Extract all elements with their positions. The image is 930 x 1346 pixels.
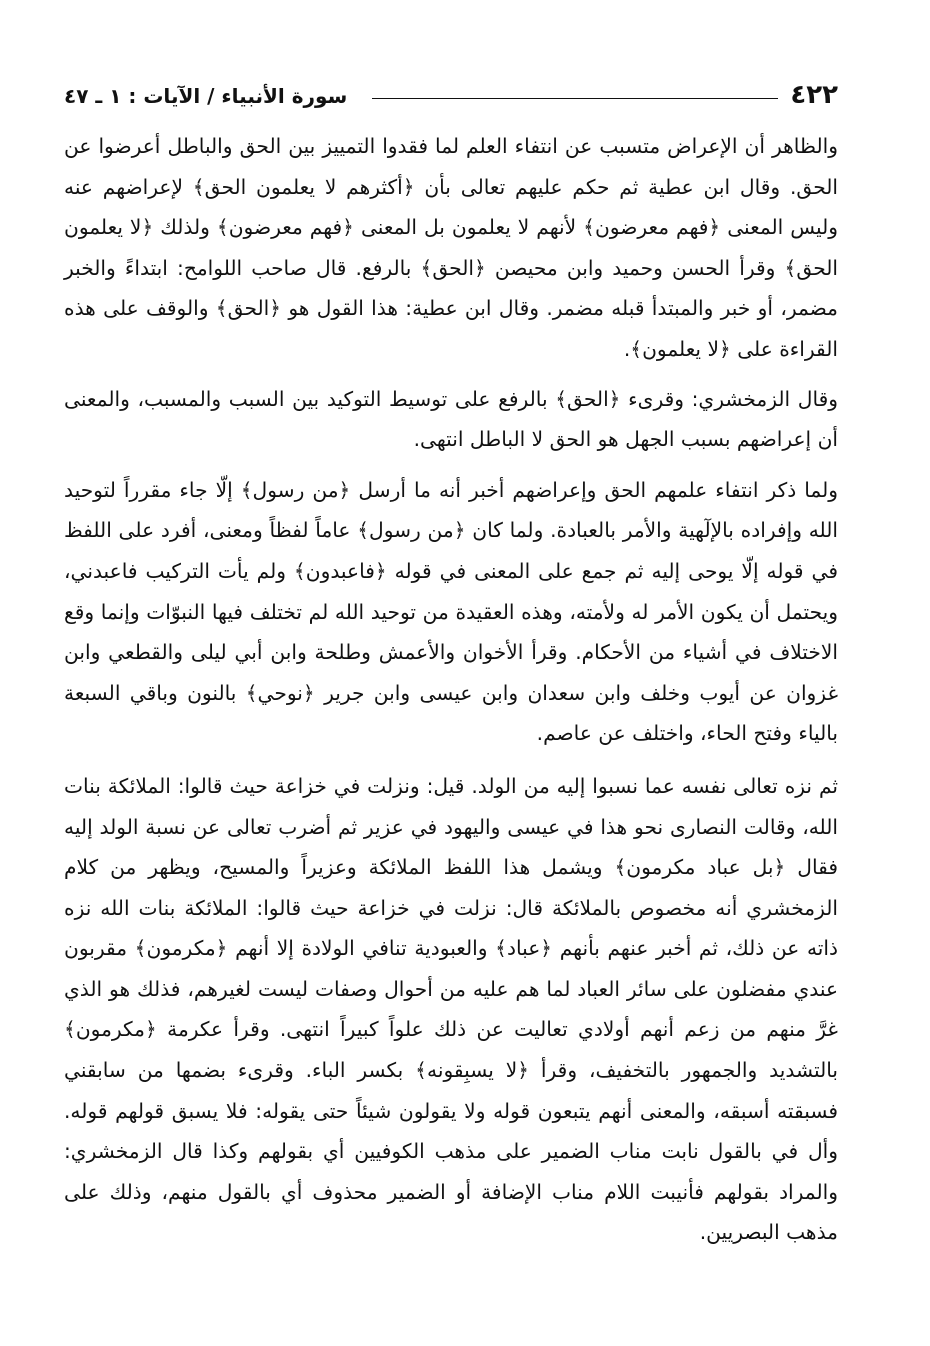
header-rule [372,98,778,99]
paragraph: والظاهر أن الإعراض متسبب عن انتفاء العلم لما فقدوا التمييز بين الحق والباطل أعرضوا عن الحق. وقال ابن عطية ثم حكم عليهم تعالى بأن ﴿أكثرهم لا يعلمون الحق﴾ لإعراضهم عنه وليس المعنى ﴿فهم معرضون﴾ لأنهم لا يعلمون بل المعنى ﴿فهم معرضون﴾ ولذلك ﴿لا يعلمون الحق﴾ وقرأ الحسن وحميد وابن محيصن ﴿الحق﴾ بالرفع. قال صاحب اللوامح: ابتداءً والخبر مضمر، أو خبر والمبتدأ قبله مضمر. وقال ابن عطية: هذا القول هو ﴿الحق﴾ والوقف على هذه القراءة على ﴿لا يعلمون﴾. [64,134,838,361]
paragraph: وقال الزمخشري: وقرىء ﴿الحق﴾ بالرفع على توسيط التوكيد بين السبب والمسبب، والمعنى أن إعراضهم بسبب الجهل هو الحق لا الباطل انتهى. [64,386,838,452]
running-header [64,80,838,114]
paragraph: ثم نزه تعالى نفسه عما نسبوا إليه من الولد. قيل: ونزلت في خزاعة حيث قالوا: الملائكة بنات الله، وقالت النصارى نحو هذا في عيسى واليهود في عزير ثم أضرب تعالى عن نسبة الولد إليه فقال ﴿بل عباد مكرمون﴾ ويشمل هذا اللفظ الملائكة وعزيراً والمسيح، ويظهر من كلام الزمخشري أنه مخصوص بالملائكة قال: نزلت في خزاعة حيث قالوا: الملائكة بنات الله نزه ذاته عن ذلك، ثم أخبر عنهم بأنهم ﴿عباد﴾ والعبودية تنافي الولادة إلا أنهم ﴿مكرمون﴾ مقربون عندي مفضلون على سائر العباد لما هم عليه من أحوال وصفات ليست لغيرهم، فذلك هو الذي غرَّ منهم من زعم أنهم أولادي تعاليت عن ذلك علواً كبيراً انتهى. وقرأ عكرمة ﴿مكرمون﴾ بالتشديد والجمهور بالتخفيف، وقرأ ﴿لا يسبِقونه﴾ بكسر الباء. وقرىء بضمها من سابقني فسبقته أسبقه، والمعنى أنهم يتبعون قوله ولا يقولون شيئاً حتى يقوله: فلا يسبق قولهم قوله. وأل في بالقول نابت مناب الضمير على مذهب الكوفيين أي بقولهم وكذا قال الزمخشري: والمراد بقولهم فأنيبت اللام مناب الإضافة أو الضمير محذوف أي بالقول منهم، وذلك على مذهب البصريين. [64,773,838,1245]
running-title: سورة الأنبياء / الآيات : ١ ـ ٤٧ [64,84,348,108]
body-text [64,126,838,1262]
page-number: ٤٢٢ [790,80,838,110]
paragraph: ولما ذكر انتفاء علمهم الحق وإعراضهم أخبر أنه ما أرسل ﴿من رسول﴾ إلّا جاء مقرراً لتوحيد الله وإفراده بالإلٓهية والأمر بالعبادة. ولما كان ﴿من رسول﴾ عاماً لفظاً ومعنى، أفرد على اللفظ في قوله إلّا يوحى إليه ثم جمع على المعنى في قوله ﴿فاعبدون﴾ ولم يأت التركيب فاعبدني، ويحتمل أن يكون الأمر له ولأمته، وهذه العقيدة من توحيد الله لم تختلف فيها النبوّات وإنما وقع الاختلاف في أشياء من الأحكام. وقرأ الأخوان والأعمش وطلحة وابن أبي ليلى والقطعي وابن غزوان عن أيوب وخلف وابن سعدان وابن عيسى وابن جرير ﴿نوحي﴾ بالنون وباقي السبعة بالياء وفتح الحاء، واختلف عن عاصم. [64,477,838,746]
